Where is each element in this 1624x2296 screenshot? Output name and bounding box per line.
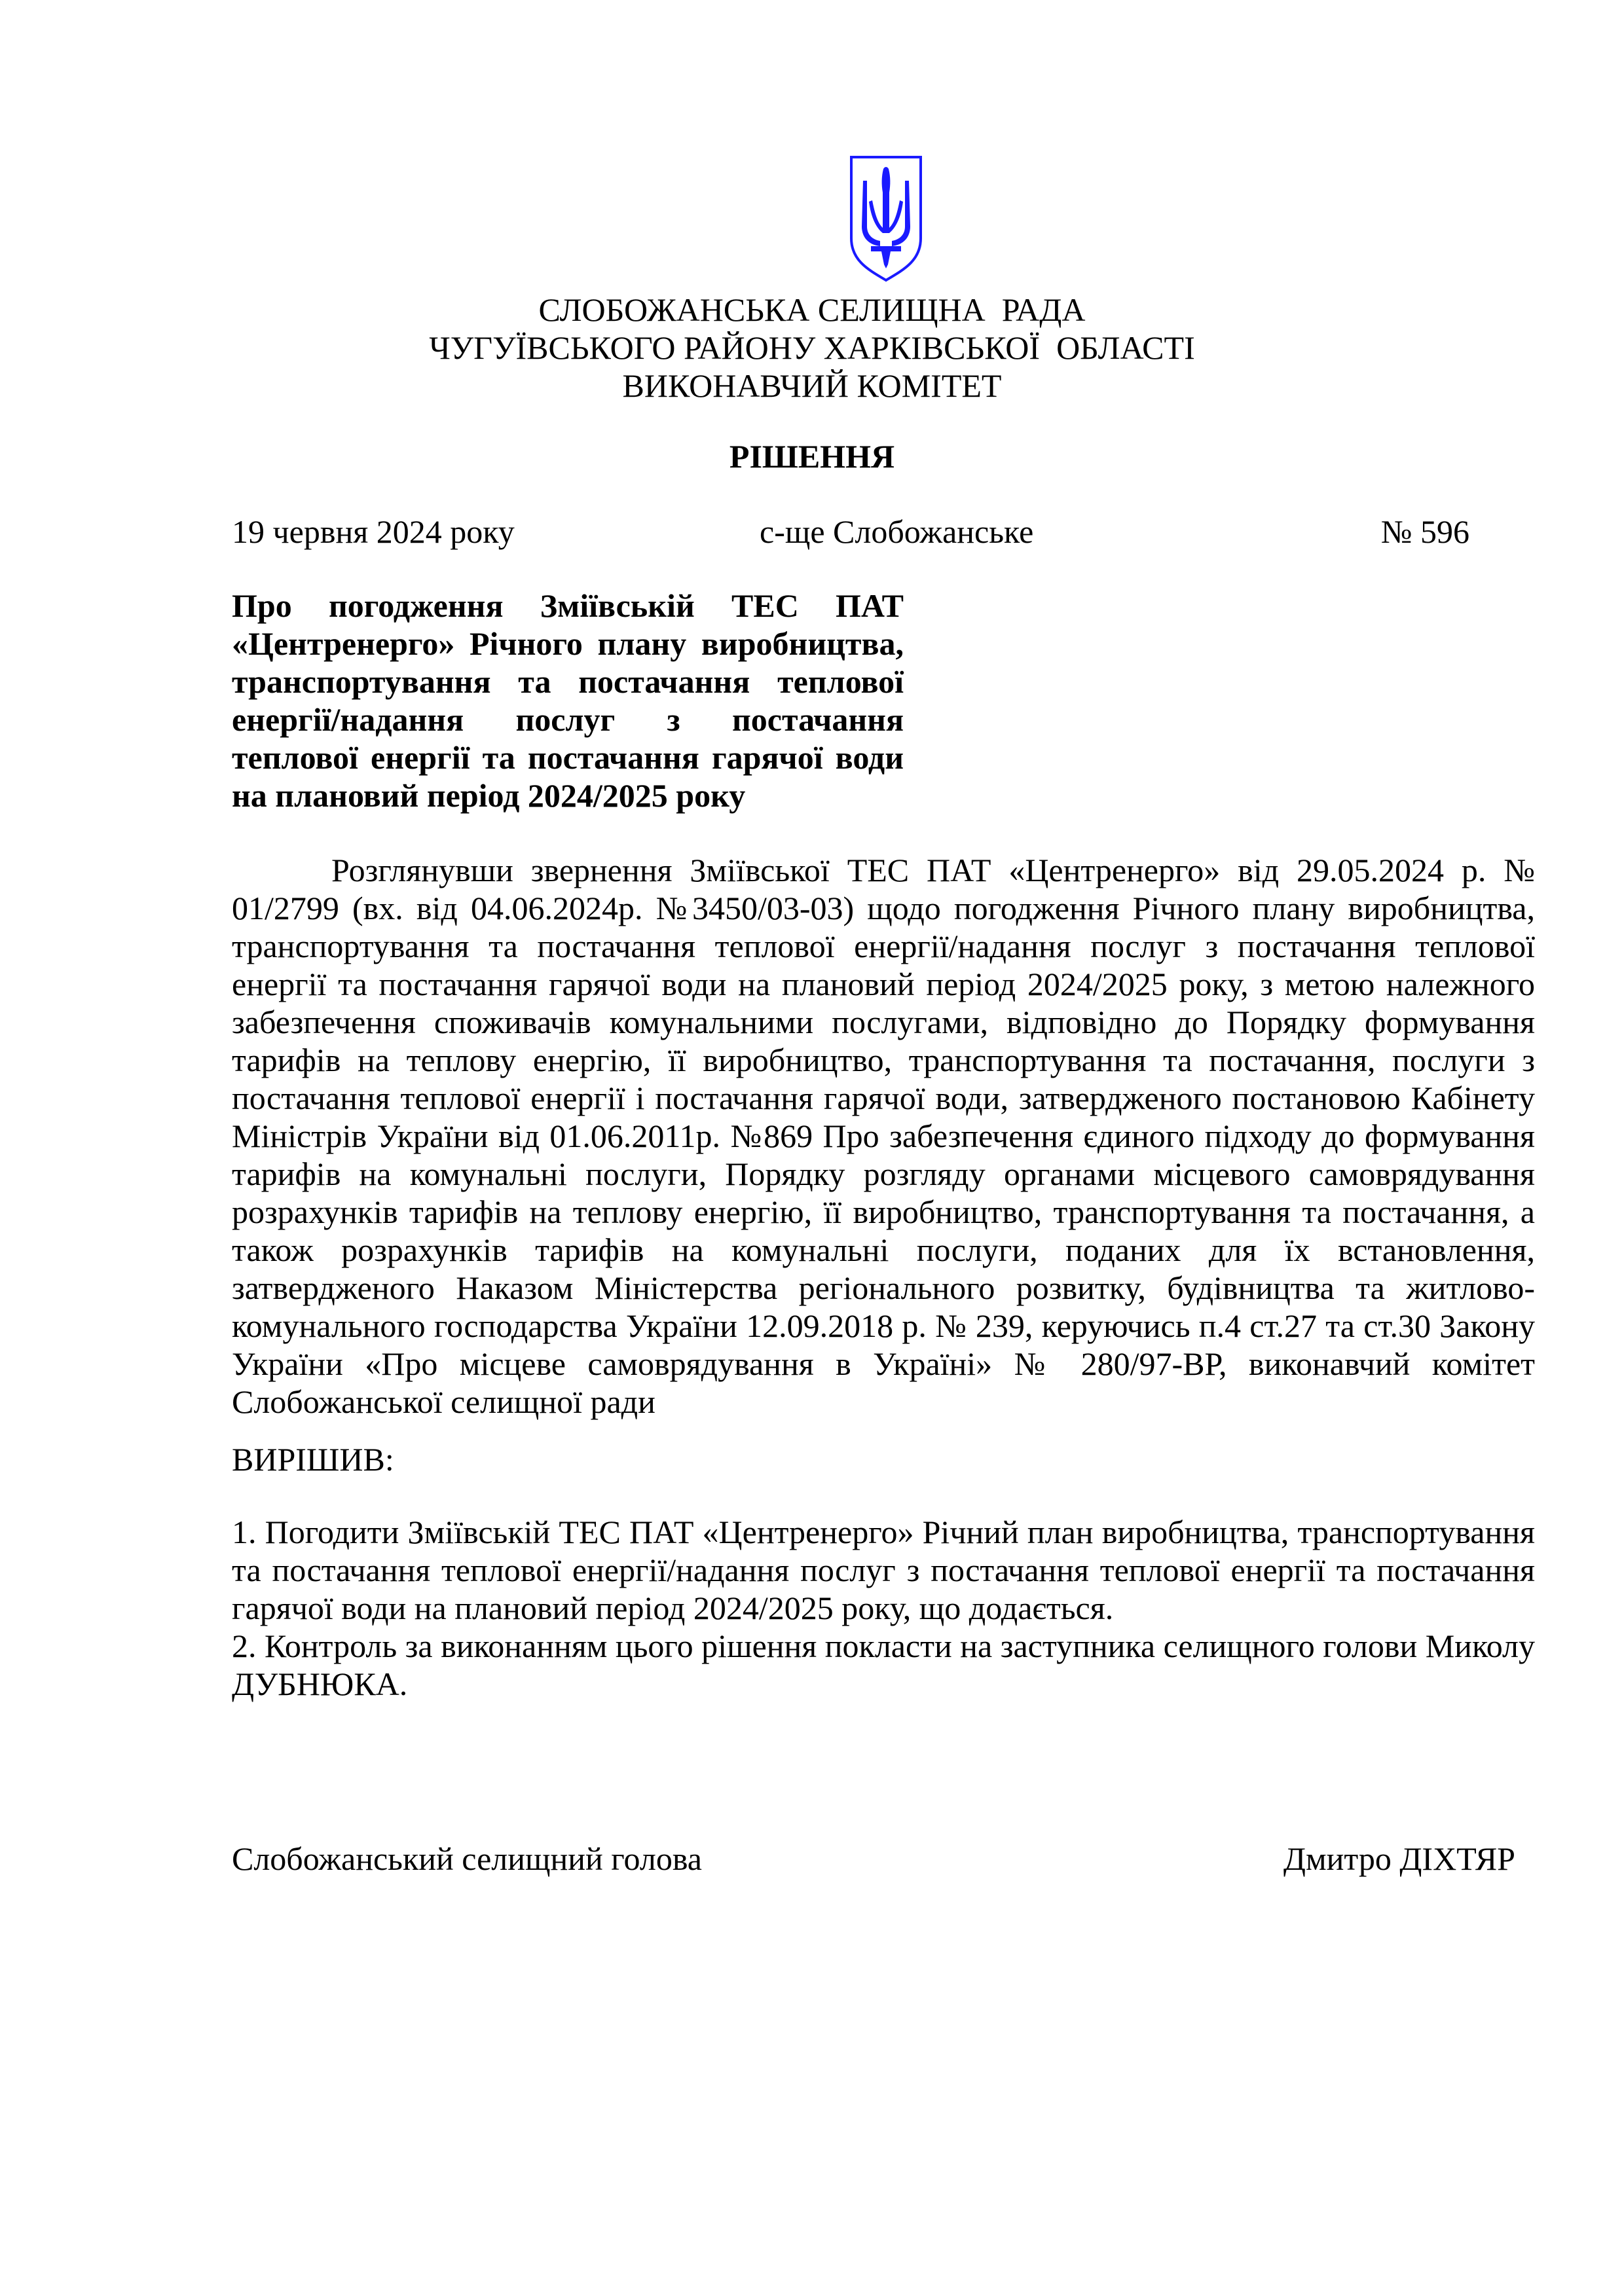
signature-block xyxy=(232,1840,1515,1879)
resolved-label: ВИРІШИВ: xyxy=(232,1441,394,1478)
resolution-item: 2. Контроль за виконанням цього рішення покласти на заступника селищного голови Миколу ДУБНЮКА. xyxy=(232,1628,1535,1702)
subject-line: теплової енергії та постачання гарячої води xyxy=(232,739,904,776)
ukraine-trident-icon xyxy=(847,155,925,283)
document-date: 19 червня 2024 року xyxy=(232,513,515,550)
resolution-items xyxy=(232,1513,1535,1703)
document-subject xyxy=(232,587,904,814)
signatory-position: Слобожанський селищний голова xyxy=(232,1840,702,1877)
document-place: с-ще Слобожанське xyxy=(760,513,1034,550)
council-name: СЛОБОЖАНСЬКА СЕЛИЩНА РАДА xyxy=(538,291,1086,328)
subject-line: енергії/надання послуг з постачання xyxy=(232,701,904,738)
document-type-title: РІШЕННЯ xyxy=(729,438,895,475)
signatory-name: Дмитро ДІХТЯР xyxy=(1283,1840,1515,1877)
subject-line: Про погодження Зміївській ТЕС ПАТ xyxy=(232,587,904,624)
district-region: ЧУГУЇВСЬКОГО РАЙОНУ ХАРКІВСЬКОЇ ОБЛАСТІ xyxy=(429,329,1195,366)
preamble-paragraph: Розглянувши звернення Зміївської ТЕС ПАТ «Центренерго» від 29.05.2024 р. № 01/2799 (вх. від 04.06.2024р. №3450/03-03) щодо погодження Річного плану виробництва, транспортування та постачання теплової енергії/надання послуг з постачання теплової енергії та постачання гарячої води на плановий період 2024/2025 року, з метою належного забезпечення споживачів комунальними послугами, відповідно до Порядку формування тарифів на теплову енергію, її виробництво, транспортування та постачання, послуги з постачання теплової енергії і постачання гарячої води, затвердженого постановою Кабінету Міністрів України від 01.06.2011р. №869 Про забезпечення єдиного підходу до формування тарифів на комунальні послуги, Порядку розгляду органами місцевого самоврядування розрахунків тарифів на теплову енергію, її виробництво, транспортування та постачання, а також розрахунків тарифів на комунальні послуги, поданих для їх встановлення, затвердженого Наказом Міністерства регіонального розвитку, будівництва та житлово-комунального господарства України 12.09.2018 р. № 239, керуючись п.4 ст.27 та ст.30 Закону України «Про місцеве самоврядування в Україні» № 280/97-ВР, виконавчий комітет Слобожанської селищної ради xyxy=(232,852,1535,1420)
subject-line: на плановий період 2024/2025 року xyxy=(232,777,746,814)
subject-line: транспортування та постачання теплової xyxy=(232,663,904,700)
document-number: № 596 xyxy=(1380,513,1469,550)
resolution-item: 1. Погодити Зміївській ТЕС ПАТ «Центренерго» Річний план виробництва, транспортування та постачання теплової енергії/надання послуг з постачання теплової енергії та постачання гарячої води на плановий період 2024/2025 року, що додається. xyxy=(232,1514,1535,1626)
executive-committee: ВИКОНАВЧИЙ КОМІТЕТ xyxy=(622,367,1002,404)
council-header xyxy=(0,291,1624,405)
document-meta-row xyxy=(232,513,1469,552)
subject-line: «Центренерго» Річного плану виробництва, xyxy=(232,625,904,662)
